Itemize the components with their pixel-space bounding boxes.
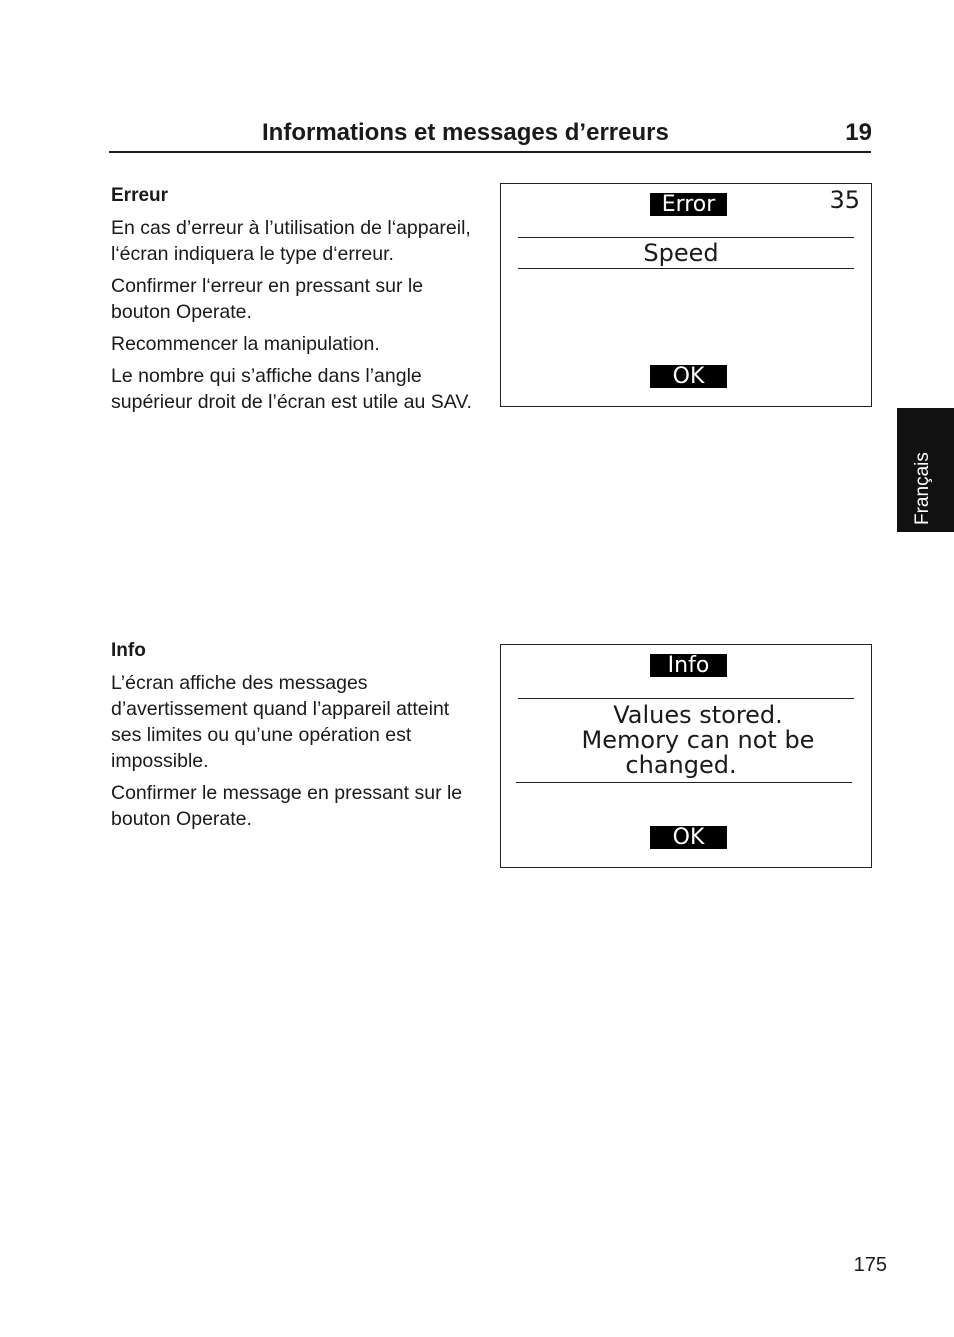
page-number: 175 [853, 1254, 887, 1276]
info-message-line: Memory can not be [581, 726, 815, 754]
info-heading: Info [111, 640, 146, 661]
chapter-title: Informations et messages d’erreurs [262, 119, 669, 146]
info-section [111, 639, 483, 838]
screen-divider [516, 782, 852, 783]
screen-divider [518, 237, 854, 238]
info-paragraph: L’écran affiche des messages d’avertissement quand l’appareil atteint ses limites ou qu’une opération est impossible. [111, 672, 450, 772]
erreur-paragraph: Le nombre qui s’affiche dans l’angle supérieur droit de l’écran est utile au SAV. [111, 365, 472, 413]
erreur-paragraph: Confirmer l‘erreur en pressant sur le bouton Operate. [111, 275, 424, 323]
error-tag: Error [650, 193, 727, 216]
ok-button: OK [650, 365, 727, 388]
erreur-heading: Erreur [111, 185, 169, 206]
erreur-section [111, 184, 483, 421]
error-screen-illustration [500, 183, 872, 407]
chapter-number: 19 [845, 119, 872, 146]
screen-divider [518, 268, 854, 269]
header-divider [109, 151, 871, 153]
language-tab-label: Français [912, 452, 933, 525]
info-tag: Info [650, 654, 727, 677]
error-code: 35 [829, 186, 860, 214]
info-message-line: Values stored. [613, 701, 783, 729]
screen-divider [518, 698, 854, 699]
erreur-paragraph: Recommencer la manipulation. [111, 333, 380, 355]
info-message-line: changed. [625, 751, 737, 779]
error-message: Speed [643, 239, 719, 267]
language-tab [897, 408, 954, 532]
ok-button: OK [650, 826, 727, 849]
info-paragraph: Confirmer le message en pressant sur le bouton Operate. [111, 782, 463, 830]
info-screen-illustration [500, 644, 872, 868]
erreur-paragraph: En cas d’erreur à l’utilisation de l‘appareil, l‘écran indiquera le type d‘erreur. [111, 217, 471, 265]
